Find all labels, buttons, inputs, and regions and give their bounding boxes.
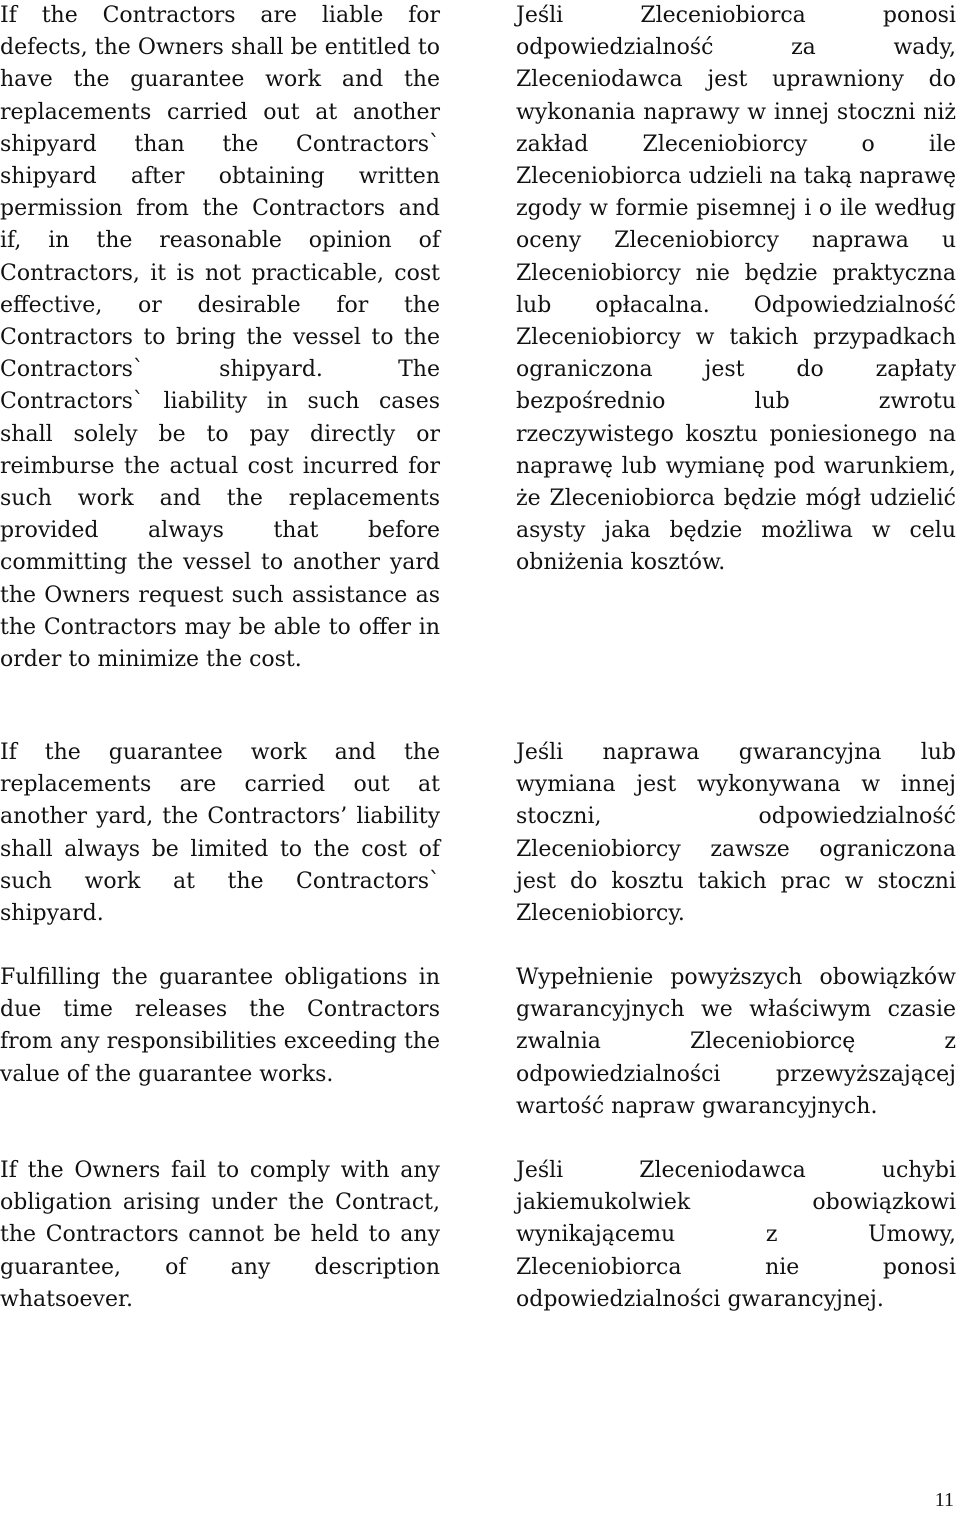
paragraph-polish: Jeśli naprawa gwarancyjna lub wymiana jest wykonywana w innej stoczni, odpowiedzialność Zleceniobiorcy zawsze ograniczona jest do kosztu takich prac w stoczni Zleceniobiorcy.: [516, 740, 956, 927]
paragraph-english: Fulfilling the guarantee obligations in due time releases the Contractors from any responsibilities exceeding the value of the guarantee works.: [0, 965, 440, 1087]
paragraph-english: If the Owners fail to comply with any obligation arising under the Contract, the Contractors cannot be held to any guarantee, of any description whatsoever.: [0, 1158, 440, 1312]
paragraph-polish: Jeśli Zleceniobiorca ponosi odpowiedzialność za wady, Zleceniodawca jest uprawniony do wykonania naprawy w innej stoczni niż zakład Zleceniobiorcy o ile Zleceniobiorca udzieli na taką naprawę zgody w formie pisemnej i o ile według oceny Zleceniobiorcy naprawa u Zleceniobiorcy nie będzie praktyczna lub opłacalna. Odpowiedzialność Zleceniobiorcy w takich przypadkach ograniczona jest do zapłaty bezpośrednio lub zwrotu rzeczywistego kosztu poniesionego na naprawę lub wymianę pod warunkiem, że Zleceniobiorca będzie mógł udzielić asysty jaka będzie możliwa w celu obniżenia kosztów.: [516, 3, 956, 576]
paragraph-english: If the guarantee work and the replacements are carried out at another yard, the Contractors’ liability shall always be limited to the cost of such work at the Contractors` shipyard.: [0, 740, 440, 927]
paragraph-polish: Wypełnienie powyższych obowiązków gwarancyjnych we właściwym czasie zwalnia Zleceniobiorcę z odpowiedzialności przewyższającej wartość napraw gwarancyjnych.: [516, 965, 956, 1119]
paragraph-english: If the Contractors are liable for defects, the Owners shall be entitled to have the guarantee work and the replacements carried out at another shipyard than the Contractors` shipyard after obtaining written permission from the Contractors and if, in the reasonable opinion of Contractors, it is not practicable, cost effective, or desirable for the Contractors to bring the vessel to the Contractors` shipyard. The Contractors` liability in such cases shall solely be to pay directly or reimburse the actual cost incurred for such work and the replacements provided always that before committing the vessel to another yard the Owners request such assistance as the Contractors may be able to offer in order to minimize the cost.: [0, 3, 440, 673]
paragraph-polish: Jeśli Zleceniodawca uchybi jakiemukolwiek obowiązkowi wynikającemu z Umowy, Zleceniobiorca nie ponosi odpowiedzialności gwarancyjnej.: [516, 1158, 956, 1312]
page-number: 11: [934, 1489, 954, 1511]
